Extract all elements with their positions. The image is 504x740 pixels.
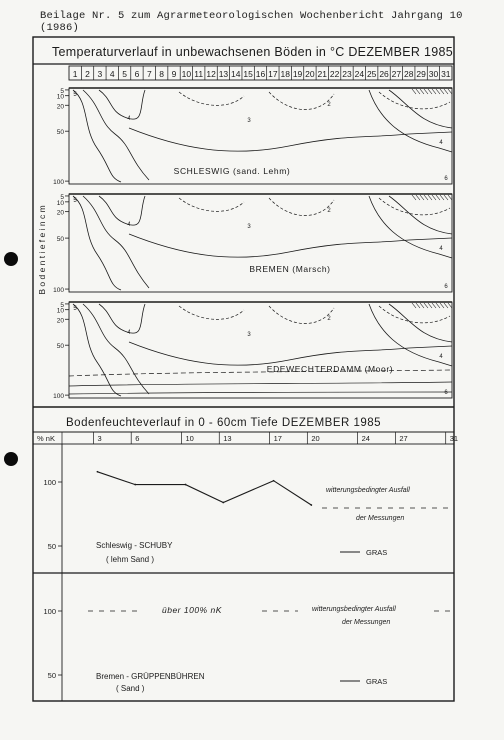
isotherm-dashed xyxy=(179,306,244,319)
isotherm-value: 6 xyxy=(444,390,448,396)
day-label-25: 25 xyxy=(366,69,377,79)
moisture-station-soil-2: ( Sand ) xyxy=(116,684,145,693)
frost-hatch xyxy=(444,195,448,200)
depth-label-20: 20 xyxy=(56,317,64,325)
frost-hatch xyxy=(444,303,448,308)
day-label-17: 17 xyxy=(268,69,278,79)
isotherm-line xyxy=(69,392,452,394)
frost-hatch xyxy=(412,89,416,94)
frost-hatch xyxy=(412,195,416,200)
isotherm-value: 5 xyxy=(73,306,77,312)
isotherm-line xyxy=(129,342,452,365)
isotherm-value: 4 xyxy=(127,330,131,336)
depth-label-5: 5 xyxy=(60,301,64,309)
data-point xyxy=(273,480,275,482)
y-label-100: 100 xyxy=(43,607,56,616)
isotherm-dashed xyxy=(269,92,334,110)
isotherm-value: 3 xyxy=(247,224,251,230)
day-label-4: 4 xyxy=(109,69,115,79)
day-label-3: 3 xyxy=(97,69,103,79)
frost-hatch xyxy=(424,303,428,308)
isotherm-line xyxy=(73,196,121,290)
frost-hatch xyxy=(436,195,440,200)
frost-hatch xyxy=(440,303,444,308)
moisture-day-27: 27 xyxy=(399,434,408,443)
isotherm-value: 6 xyxy=(444,176,448,182)
day-label-8: 8 xyxy=(159,69,165,79)
moisture-panel-title: Bodenfeuchteverlauf in 0 - 60cm Tiefe DEZEMBER 1985 xyxy=(66,417,382,429)
isotherm-line xyxy=(69,382,452,386)
isotherm-value: 5 xyxy=(73,92,77,98)
depth-label-50: 50 xyxy=(56,129,64,137)
isotherm-value: 4 xyxy=(127,116,131,122)
depth-label-100: 100 xyxy=(53,287,64,295)
moisture-note-2b: der Messungen xyxy=(342,619,391,626)
day-label-21: 21 xyxy=(317,69,328,79)
depth-label-20: 20 xyxy=(56,103,64,111)
station-name-3: EDEWECHTERDAMM (Moor) xyxy=(266,364,394,374)
moisture-day-row xyxy=(33,432,454,444)
isotherm-value: 4 xyxy=(127,222,131,228)
day-label-20: 20 xyxy=(305,69,315,79)
frost-hatch xyxy=(448,195,452,200)
frost-hatch xyxy=(444,89,448,94)
isotherm-dashed xyxy=(179,92,244,105)
frost-hatch xyxy=(436,89,440,94)
depth-label-50: 50 xyxy=(56,343,64,351)
day-label-31: 31 xyxy=(441,69,451,79)
day-label-2: 2 xyxy=(85,69,90,79)
day-label-16: 16 xyxy=(255,69,266,79)
isotherm-dashed xyxy=(379,198,450,215)
day-label-27: 27 xyxy=(391,69,402,79)
moisture-day-17: 17 xyxy=(273,434,282,443)
depth-label-5: 5 xyxy=(60,193,64,201)
day-label-7: 7 xyxy=(146,69,152,79)
depth-label-100: 100 xyxy=(53,393,64,401)
frost-hatch xyxy=(420,195,424,200)
data-point xyxy=(222,502,224,504)
frost-hatch xyxy=(416,195,420,200)
depth-label-20: 20 xyxy=(56,209,64,217)
day-label-28: 28 xyxy=(404,69,414,79)
moisture-day-10: 10 xyxy=(185,434,194,443)
day-label-11: 11 xyxy=(194,69,204,79)
frost-hatch xyxy=(448,303,452,308)
y-label-50: 50 xyxy=(47,542,56,551)
day-label-13: 13 xyxy=(218,69,229,79)
day-label-5: 5 xyxy=(122,69,127,79)
isotherm-value: 3 xyxy=(247,332,251,338)
isotherm-line xyxy=(83,90,149,180)
moisture-day-13: 13 xyxy=(223,434,232,443)
isotherm-value: 4 xyxy=(439,140,443,146)
frost-hatch xyxy=(440,195,444,200)
frost-hatch xyxy=(428,195,432,200)
day-label-23: 23 xyxy=(342,69,352,79)
depth-label-50: 50 xyxy=(56,236,64,244)
day-label-22: 22 xyxy=(329,69,340,79)
day-label-29: 29 xyxy=(416,69,426,79)
day-label-30: 30 xyxy=(428,69,439,79)
day-label-24: 24 xyxy=(354,69,365,79)
day-label-26: 26 xyxy=(379,69,389,79)
y-label-50: 50 xyxy=(47,671,56,680)
frost-hatch xyxy=(448,89,452,94)
over-100-note: über 100% nK xyxy=(162,605,222,615)
frost-hatch xyxy=(416,89,420,94)
moisture-series-gras xyxy=(98,472,312,505)
moisture-station-name-2: Bremen - GRÜPPENBÜHREN xyxy=(96,672,205,681)
frost-hatch xyxy=(424,89,428,94)
frost-hatch xyxy=(436,303,440,308)
depth-label-100: 100 xyxy=(53,179,64,187)
day-label-14: 14 xyxy=(231,69,241,79)
data-point xyxy=(134,484,136,486)
legend-label-gras-2: GRAS xyxy=(366,677,388,686)
frost-hatch xyxy=(412,303,416,308)
moisture-day-31: 31 xyxy=(449,434,459,443)
frost-hatch xyxy=(420,303,424,308)
data-point xyxy=(310,504,312,506)
frost-hatch xyxy=(424,195,428,200)
moisture-note-1b: der Messungen xyxy=(356,515,405,522)
frost-hatch xyxy=(428,89,432,94)
legend-label-gras-1: GRAS xyxy=(366,548,388,557)
moisture-note-1a: witterungsbedingter Ausfall xyxy=(326,487,410,494)
station-name-2: BREMEN (Marsch) xyxy=(249,264,331,274)
frost-hatch xyxy=(428,303,432,308)
station-panel-2 xyxy=(69,194,452,292)
depth-label-10: 10 xyxy=(56,93,64,101)
depth-label-10: 10 xyxy=(56,307,64,315)
data-point xyxy=(97,471,99,473)
moisture-station-name-1: Schleswig - SCHUBY xyxy=(96,541,173,550)
isotherm-line xyxy=(99,304,145,333)
moisture-unit-label: % nK xyxy=(37,434,55,443)
page-header: Beilage Nr. 5 zum Agrarmeteorologischen Wochenbericht Jahrgang 10 (1986) xyxy=(40,10,463,34)
moisture-day-3: 3 xyxy=(97,434,102,443)
isotherm-line xyxy=(129,128,452,151)
depth-label-5: 5 xyxy=(60,87,64,95)
isotherm-line xyxy=(129,234,452,257)
frost-hatch xyxy=(432,303,436,308)
day-label-6: 6 xyxy=(134,69,140,79)
isotherm-value: 2 xyxy=(327,208,331,214)
isotherm-value: 3 xyxy=(247,118,251,124)
frost-hatch xyxy=(440,89,444,94)
isotherm-line xyxy=(83,196,149,288)
isotherm-dashed xyxy=(69,370,452,376)
moisture-day-20: 20 xyxy=(311,434,320,443)
isotherm-value: 5 xyxy=(73,198,77,204)
temp-panel-title: Temperaturverlauf in unbewachsenen Böden in °C DEZEMBER 1985 xyxy=(52,45,453,59)
frost-hatch xyxy=(420,89,424,94)
isotherm-value: 2 xyxy=(327,102,331,108)
isotherm-line xyxy=(99,196,145,225)
moisture-note-2a: witterungsbedingter Ausfall xyxy=(312,606,396,613)
station-name-1: SCHLESWIG (sand. Lehm) xyxy=(173,166,291,176)
data-point xyxy=(185,484,187,486)
depth-label-10: 10 xyxy=(56,199,64,207)
y-label-100: 100 xyxy=(43,478,56,487)
frost-hatch xyxy=(432,195,436,200)
moisture-day-24: 24 xyxy=(361,434,370,443)
day-label-10: 10 xyxy=(181,69,192,79)
day-label-12: 12 xyxy=(206,69,216,79)
temp-y-axis-label: B o d e n t i e f e i n c m xyxy=(37,205,47,295)
isotherm-line xyxy=(73,304,121,396)
isotherm-dashed xyxy=(269,198,334,216)
frost-hatch xyxy=(432,89,436,94)
day-label-1: 1 xyxy=(72,69,78,79)
moisture-day-6: 6 xyxy=(135,434,140,443)
isotherm-value: 6 xyxy=(444,284,448,290)
isotherm-dashed xyxy=(379,92,450,109)
isotherm-dashed xyxy=(179,198,244,211)
isotherm-value: 2 xyxy=(327,316,331,322)
isotherm-dashed xyxy=(379,306,450,323)
isotherm-line xyxy=(73,90,121,182)
isotherm-line xyxy=(99,90,145,119)
isotherm-value: 4 xyxy=(439,246,443,252)
day-label-9: 9 xyxy=(171,69,177,79)
moisture-station-soil-1: ( lehm Sand ) xyxy=(106,555,155,564)
isotherm-value: 4 xyxy=(439,354,443,360)
day-label-15: 15 xyxy=(243,69,253,79)
day-label-19: 19 xyxy=(292,69,303,79)
isotherm-line xyxy=(83,304,149,394)
frost-hatch xyxy=(416,303,420,308)
day-label-18: 18 xyxy=(280,69,290,79)
isotherm-dashed xyxy=(269,306,334,324)
